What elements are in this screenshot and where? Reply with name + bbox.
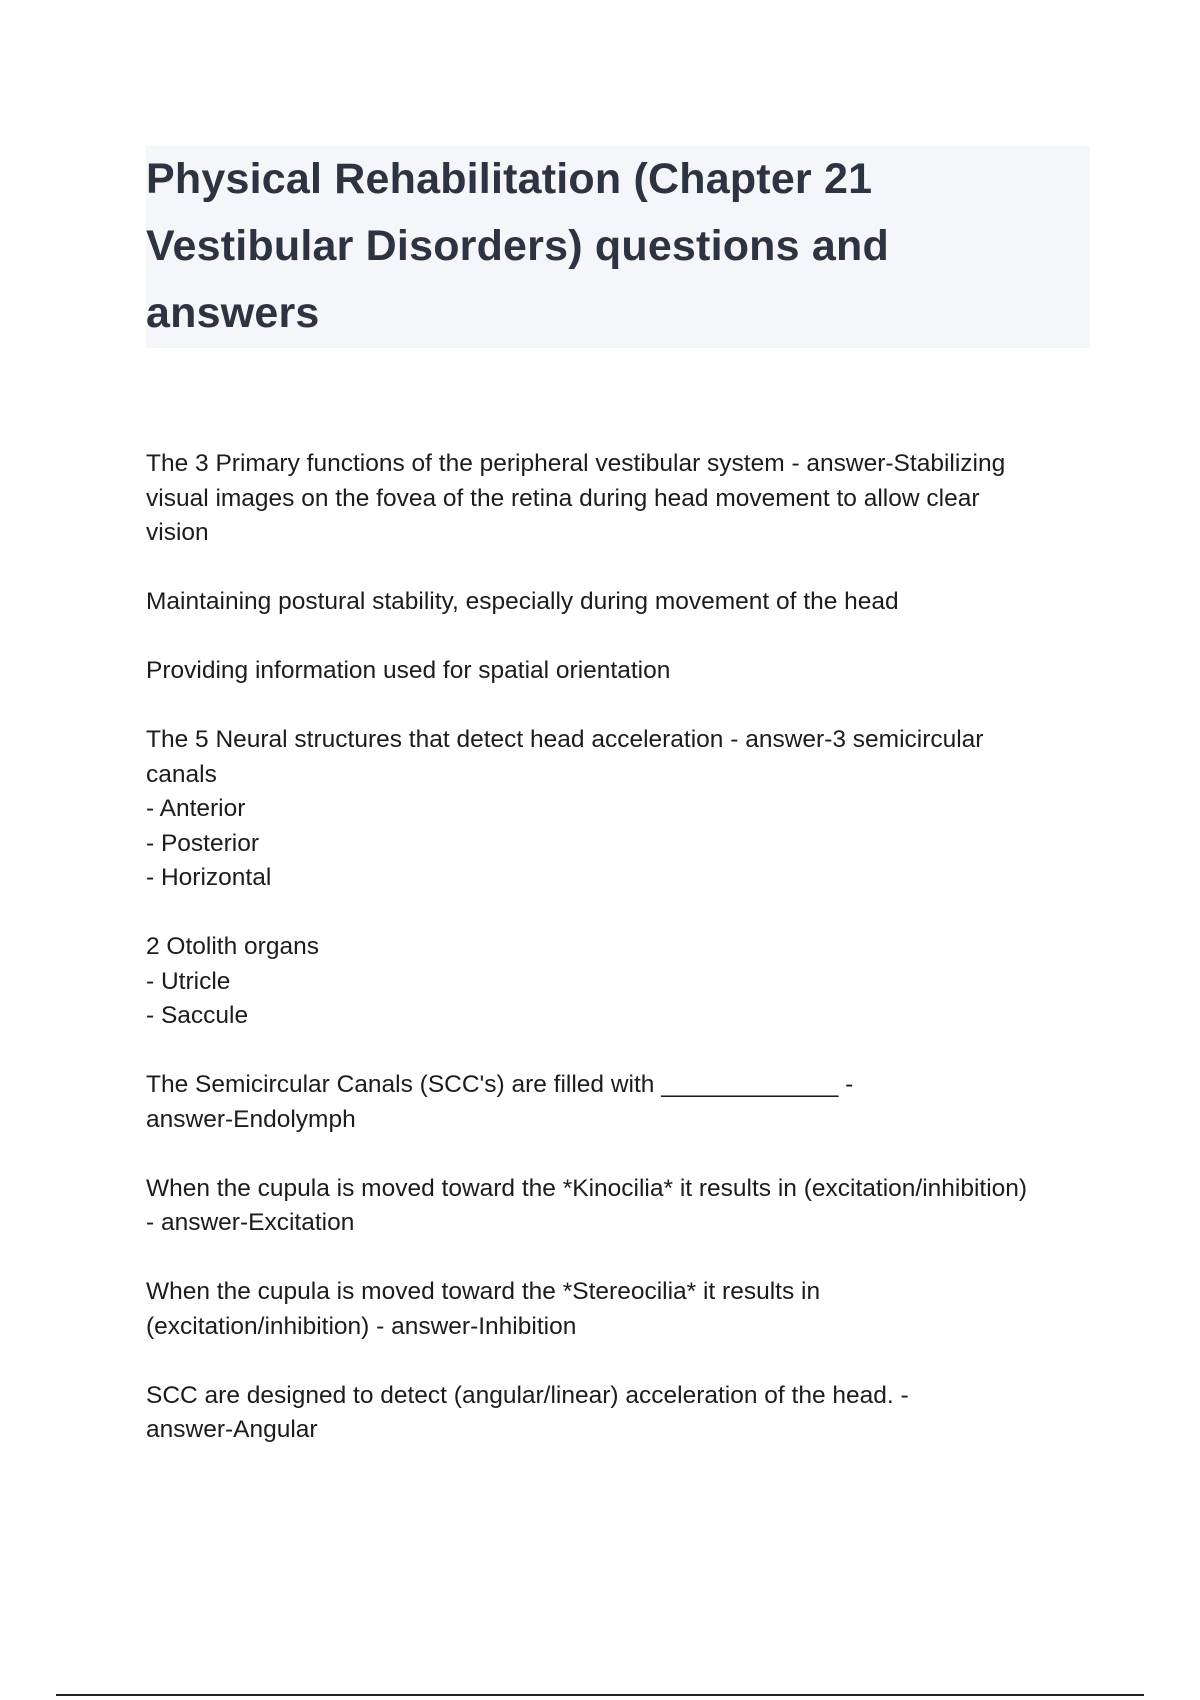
qa-paragraph	[146, 1172, 1106, 1241]
text-line: The Semicircular Canals (SCC's) are filled with _____________ -	[146, 1071, 854, 1098]
text-line: SCC are designed to detect (angular/linear) acceleration of the head. -	[146, 1381, 909, 1409]
title-line: Physical Rehabilitation (Chapter 21	[146, 155, 873, 203]
text-line: - answer-Excitation	[146, 1209, 355, 1236]
list-item: - Anterior	[146, 795, 246, 822]
qa-content	[146, 447, 1106, 1482]
qa-paragraph	[146, 1275, 1106, 1344]
qa-paragraph	[146, 447, 1106, 551]
text-line: answer-Endolymph	[146, 1105, 356, 1133]
text-line: answer-Angular	[146, 1416, 318, 1443]
text-line: When the cupula is moved toward the *Stereocilia* it results in	[146, 1278, 821, 1305]
title-line: Vestibular Disorders) questions and	[146, 222, 889, 270]
text-line: (excitation/inhibition) - answer-Inhibition	[146, 1312, 577, 1340]
text-line: The 3 Primary functions of the peripheral vestibular system - answer-Stabilizing	[146, 450, 1006, 477]
text-line: The 5 Neural structures that detect head acceleration - answer-3 semicircular	[146, 726, 984, 753]
text-line: canals	[146, 760, 217, 788]
list-item: - Horizontal	[146, 864, 272, 891]
text-line: visual images on the fovea of the retina during head movement to allow clear	[146, 484, 980, 512]
list-item: - Utricle	[146, 967, 231, 995]
qa-paragraph	[146, 1068, 1106, 1137]
text-line: When the cupula is moved toward the *Kinocilia* it results in (excitation/inhibition)	[146, 1174, 1028, 1202]
qa-paragraph	[146, 1379, 1106, 1448]
title-block	[146, 146, 1090, 348]
text-line: Maintaining postural stability, especially during movement of the head	[146, 588, 899, 615]
qa-paragraph	[146, 930, 1106, 1034]
text-line: vision	[146, 519, 209, 546]
qa-paragraph	[146, 585, 1106, 620]
list-item: - Saccule	[146, 1002, 249, 1029]
text-line: 2 Otolith organs	[146, 933, 319, 960]
page-title	[146, 146, 1082, 347]
list-item: - Posterior	[146, 829, 260, 857]
title-line: answers	[146, 289, 320, 337]
qa-paragraph	[146, 723, 1106, 896]
qa-paragraph	[146, 654, 1106, 689]
page-bottom-rule	[56, 1694, 1144, 1696]
text-line: Providing information used for spatial orientation	[146, 657, 671, 684]
